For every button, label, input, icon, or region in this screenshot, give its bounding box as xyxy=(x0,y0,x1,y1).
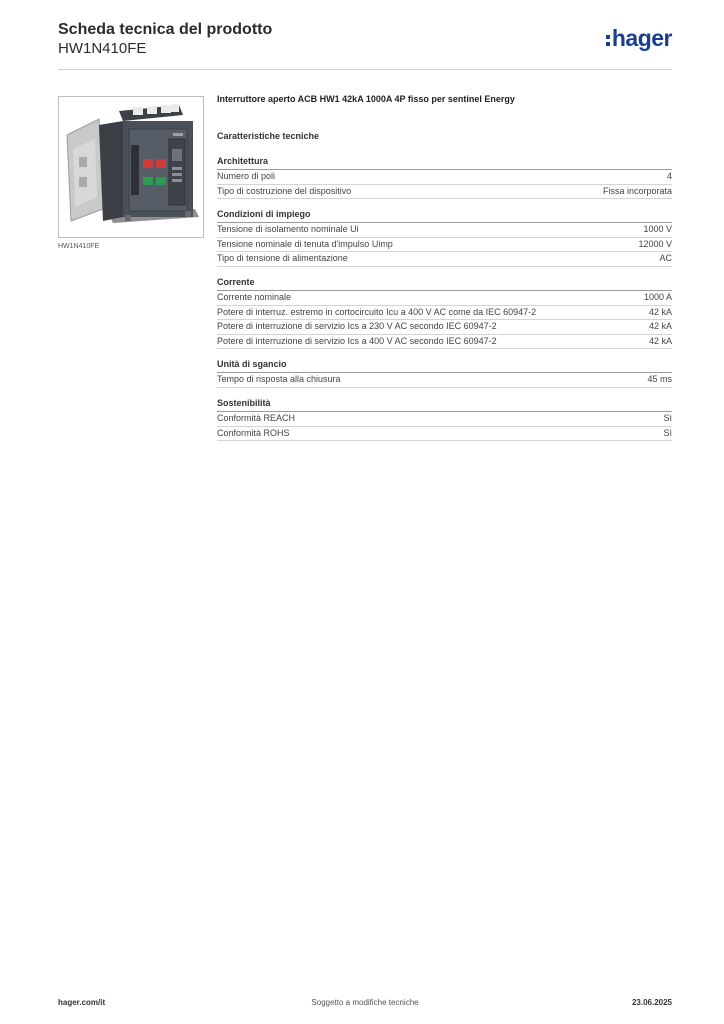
spec-label: Tipo di costruzione del dispositivo xyxy=(217,185,352,196)
spec-value: 4 xyxy=(666,171,672,181)
spec-row xyxy=(217,412,672,427)
spec-group-title: Sostenibilità xyxy=(217,398,672,412)
section-heading: Caratteristiche tecniche xyxy=(217,131,320,141)
spec-row xyxy=(217,252,672,267)
spec-label: Tensione di isolamento nominale Ui xyxy=(217,224,359,235)
spec-value: Sì xyxy=(663,412,672,423)
spec-group-title: Unità di sgancio xyxy=(217,359,672,373)
footer-date: 23.06.2025 xyxy=(631,998,672,1007)
spec-row xyxy=(217,306,672,321)
spec-label: Tipo di tensione di alimentazione xyxy=(217,253,348,264)
spec-label: Conformità REACH xyxy=(217,412,296,423)
spec-row xyxy=(217,185,672,200)
spec-row xyxy=(217,427,672,442)
spec-label: Tensione nominale di tenuta d'impulso Uimp xyxy=(217,238,393,249)
document-title: Scheda tecnica del prodotto xyxy=(58,21,273,38)
spec-value: 1000 V xyxy=(643,224,672,235)
hager-logo: hager xyxy=(606,25,672,52)
spec-group xyxy=(217,156,672,199)
spec-group-title: Corrente xyxy=(217,277,672,291)
spec-group xyxy=(217,359,672,388)
spec-value: 42 kA xyxy=(648,335,672,346)
spec-row xyxy=(217,291,672,306)
header-divider xyxy=(58,69,672,70)
spec-row xyxy=(217,170,672,185)
footer-website: hager.com/it xyxy=(58,998,106,1007)
spec-value: 42 kA xyxy=(648,321,672,332)
spec-value: AC xyxy=(659,253,672,264)
spec-label: Numero di poli xyxy=(217,171,276,181)
image-caption: HW1N410FE xyxy=(58,243,100,250)
spec-groups xyxy=(217,156,672,441)
spec-group xyxy=(217,209,672,267)
spec-row xyxy=(217,223,672,238)
spec-value: 1000 A xyxy=(643,291,672,302)
spec-label: Tempo di risposta alla chiusura xyxy=(217,374,341,385)
spec-value: Sì xyxy=(663,427,672,438)
spec-group xyxy=(217,398,672,441)
product-image xyxy=(58,96,204,238)
spec-value: 45 ms xyxy=(647,374,672,385)
spec-row xyxy=(217,238,672,253)
page-header xyxy=(58,20,672,70)
spec-group-title: Condizioni di impiego xyxy=(217,209,672,223)
spec-label: Corrente nominale xyxy=(217,291,292,302)
spec-value: 12000 V xyxy=(638,238,672,249)
spec-group-title: Architettura xyxy=(217,156,672,170)
spec-label: Conformità ROHS xyxy=(217,427,290,438)
specifications xyxy=(217,94,672,451)
logo-colon-icon xyxy=(606,33,611,47)
spec-label: Potere di interruz. estremo in cortocircuito Icu a 400 V AC come da IEC 60947-2 xyxy=(217,306,537,317)
spec-label: Potere di interruzione di servizio Ics a 400 V AC secondo IEC 60947-2 xyxy=(217,335,497,346)
circuit-breaker-illustration xyxy=(59,97,203,237)
product-code: HW1N410FE xyxy=(58,40,147,57)
spec-row xyxy=(217,373,672,388)
spec-label: Potere di interruzione di servizio Ics a 230 V AC secondo IEC 60947-2 xyxy=(217,321,497,332)
spec-value: Fissa incorporata xyxy=(602,185,672,196)
spec-value: 42 kA xyxy=(648,306,672,317)
product-description: Interruttore aperto ACB HW1 42kA 1000A 4P fisso per sentinel Energy xyxy=(217,94,515,104)
spec-row xyxy=(217,320,672,335)
spec-row xyxy=(217,335,672,350)
spec-group xyxy=(217,277,672,349)
footer-note: Soggetto a modifiche tecniche xyxy=(311,998,419,1007)
